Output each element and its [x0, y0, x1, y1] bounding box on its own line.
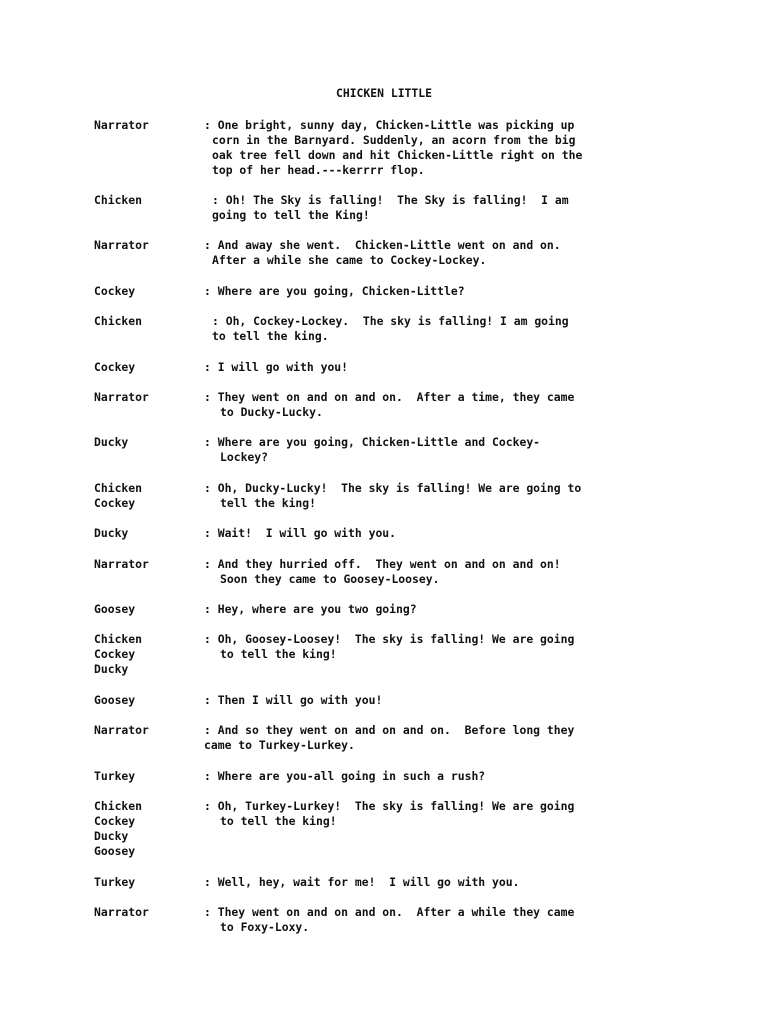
dialogue-line: : They went on and on and on. After a while they came — [204, 905, 575, 919]
dialogue-line: Lockey? — [220, 450, 269, 464]
dialogue-text — [0, 693, 768, 708]
dialogue-text — [0, 632, 768, 662]
speaker-name: Cockey — [94, 284, 136, 298]
dialogue-line: : Oh, Turkey-Lurkey! The sky is falling! We are going — [204, 799, 575, 813]
dialogue-text — [0, 360, 768, 375]
dialogue-line: : And away she went. Chicken-Little went on and on. — [204, 238, 561, 252]
dialogue-line: : Well, hey, wait for me! I will go with you. — [204, 875, 520, 889]
dialogue-text — [0, 238, 768, 268]
speaker-name: Goosey — [94, 693, 136, 707]
speaker-name: Cockey — [94, 647, 136, 661]
dialogue-line: corn in the Barnyard. Suddenly, an acorn from the big — [212, 133, 576, 147]
speaker-name: Chicken — [94, 193, 143, 207]
dialogue-line: oak tree fell down and hit Chicken-Little right on the — [212, 148, 583, 162]
dialogue-line: Soon they came to Goosey-Loosey. — [220, 572, 440, 586]
dialogue-text — [0, 602, 768, 617]
dialogue-text — [0, 118, 768, 178]
speaker-name: Chicken — [94, 632, 143, 646]
dialogue-text — [0, 193, 768, 223]
dialogue-line: going to tell the King! — [212, 208, 370, 222]
dialogue-line: : And they hurried off. They went on and on and on! — [204, 557, 561, 571]
dialogue-line: : I will go with you! — [204, 360, 349, 374]
speaker-name: Cockey — [94, 360, 136, 374]
dialogue-line: : Oh! The Sky is falling! The Sky is falling! I am — [212, 193, 569, 207]
dialogue-text — [0, 284, 768, 299]
speaker-name: Chicken — [94, 481, 143, 495]
dialogue-line: top of her head.---kerrrr flop. — [212, 163, 425, 177]
dialogue-text — [0, 799, 768, 829]
dialogue-text — [0, 557, 768, 587]
dialogue-text — [0, 314, 768, 344]
dialogue-text — [0, 875, 768, 890]
dialogue-line: to tell the king! — [220, 647, 337, 661]
speaker-name: Turkey — [94, 769, 136, 783]
speaker-name: Ducky — [94, 435, 129, 449]
page-title: CHICKEN LITTLE — [335, 86, 432, 100]
speaker-name: Narrator — [94, 905, 149, 919]
speaker-name: Ducky — [94, 662, 129, 676]
dialogue-text — [0, 526, 768, 541]
speaker-name: Goosey — [94, 844, 136, 858]
dialogue-line: : Where are you-all going in such a rush? — [204, 769, 486, 783]
dialogue-line: : Oh, Ducky-Lucky! The sky is falling! We are going to — [204, 481, 582, 495]
dialogue-text — [0, 723, 768, 753]
dialogue-text — [0, 481, 768, 511]
dialogue-line: to tell the king. — [212, 329, 329, 343]
speaker-name: Narrator — [94, 390, 149, 404]
speaker-name: Chicken — [94, 799, 143, 813]
dialogue-line: : Hey, where are you two going? — [204, 602, 417, 616]
dialogue-text — [0, 769, 768, 784]
dialogue-line: : Wait! I will go with you. — [204, 526, 397, 540]
speaker-name: Cockey — [94, 496, 136, 510]
dialogue-line: : Where are you going, Chicken-Little and Cockey- — [204, 435, 541, 449]
dialogue-line: to Foxy-Loxy. — [220, 920, 310, 934]
dialogue-line: : One bright, sunny day, Chicken-Little was picking up — [204, 118, 575, 132]
speaker-name: Ducky — [94, 829, 129, 843]
dialogue-line: : And so they went on and on and on. Before long they — [204, 723, 575, 737]
speaker-name: Narrator — [94, 238, 149, 252]
speaker-name: Cockey — [94, 814, 136, 828]
dialogue-text — [0, 435, 768, 465]
dialogue-line: came to Turkey-Lurkey. — [204, 738, 355, 752]
dialogue-line: : They went on and on and on. After a time, they came — [204, 390, 575, 404]
dialogue-text — [0, 905, 768, 935]
dialogue-text — [0, 390, 768, 420]
speaker-name: Goosey — [94, 602, 136, 616]
dialogue-line: : Oh, Goosey-Loosey! The sky is falling! We are going — [204, 632, 575, 646]
speaker-name: Narrator — [94, 723, 149, 737]
speaker-name: Turkey — [94, 875, 136, 889]
dialogue-line: tell the king! — [220, 496, 317, 510]
speaker-name: Chicken — [94, 314, 143, 328]
dialogue-line: : Then I will go with you! — [204, 693, 383, 707]
dialogue-line: to tell the king! — [220, 814, 337, 828]
dialogue-line: : Oh, Cockey-Lockey. The sky is falling! I am going — [212, 314, 569, 328]
speaker-name: Narrator — [94, 118, 149, 132]
speaker-name: Ducky — [94, 526, 129, 540]
speaker-name: Narrator — [94, 557, 149, 571]
dialogue-line: to Ducky-Lucky. — [220, 405, 323, 419]
dialogue-line: : Where are you going, Chicken-Little? — [204, 284, 465, 298]
dialogue-line: After a while she came to Cockey-Lockey. — [212, 253, 487, 267]
